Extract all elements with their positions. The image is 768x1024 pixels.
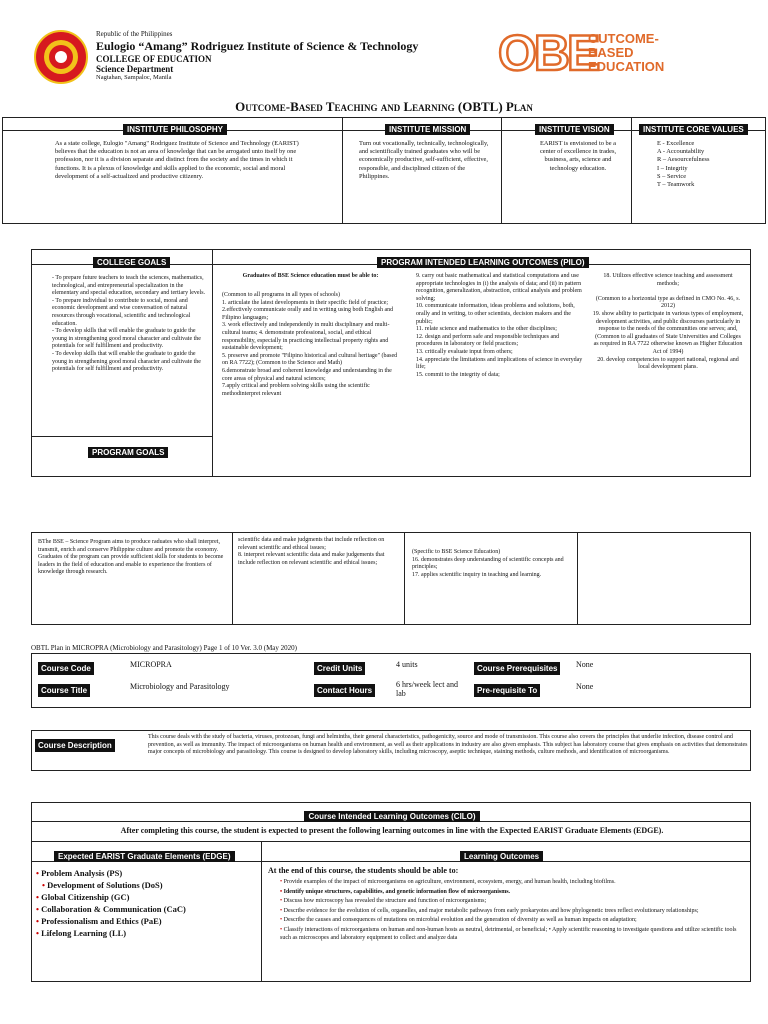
prerequisite-to-value: None: [576, 682, 594, 691]
edge-list: [36, 867, 256, 939]
edge-item: • Problem Analysis (PS): [36, 868, 123, 878]
course-code-label: Course Code: [38, 662, 94, 675]
college-goals-header: COLLEGE GOALS: [93, 257, 170, 268]
core-values-list: [657, 140, 757, 189]
college-goals-text: - To prepare future teachers to teach the sciences, mathematics, technological, and entrepreneurial specialization in the elementary and special education, secondary and tertiary levels. - To prepare individual to contribute to social, moral and economic development and wise conversation of natural resources through vocational, scientific and technological education. - To develop skills that will enable the graduate to guide the young in strengthening good moral character and cultivate the potentials for self fulfillment and productivity. - To develop skills that will enable the graduate to guide the young in strengthening good moral character and cultivate the potentials for self fulfillment and productivity.: [52, 275, 206, 373]
prerequisites-label: Course Prerequisites: [474, 662, 560, 675]
contact-hours-label: Contact Hours: [314, 684, 375, 697]
core-value: I – Integrity: [657, 164, 688, 172]
course-description-label: Course Description: [35, 739, 115, 752]
edge-item: • Development of Solutions (DoS): [42, 880, 163, 890]
program-goals-header: PROGRAM GOALS: [88, 447, 168, 458]
pilo-col3: 18. Utilizes effective science teaching and assessment methods; (Common to a horizontal type as defined in CMO No. 46, s. 2012) 19. show ability to participate in various types of employment, development activities, and public discourses particularly in response to the needs of the communities one serves; and, (Common to all graduates of State Universities and Colleges as required in RA 7722 otherwise known as Higher Education Act of 1994) 20. develop competencies to support national, regional and local development plans.: [592, 273, 744, 371]
obe-line2: BASED: [588, 45, 634, 60]
cilo-intro: After completing this course, the student is expected to present the following learning outcomes in line with the Expected EARIST Graduate Elements (EDGE).: [120, 826, 664, 835]
program-goals-text: BThe BSE – Science Program aims to produce raduates who shall interpret, transmit, enrich and conserve Philippine culture and promote the economy. Graduates of the program can provide sufficient skills for students to become leaders in the field of education and enable to experience the frontiers of knowledge through research.: [38, 539, 224, 576]
learning-outcomes-list: [280, 879, 746, 942]
edge-item: • Professionalism and Ethics (PaE): [36, 916, 162, 926]
institute-section: [2, 117, 766, 224]
institute-philosophy: As a state college, Eulogio "Amang" Rodriguez Institute of Science and Technology (EARIST) believes that the education is not an area of knowledge that can be arrogated unto itself by one profession, nor it is a division separate and distinct from the society and the times in which it functions. It is a plexus of knowledge and skills applied to the economic, social and moral development of a self-actualized and productive citizenry.: [55, 140, 299, 180]
cilo-header: Course Intended Learning Outcomes (CILO): [304, 811, 479, 822]
institute-mission-header: INSTITUTE MISSION: [385, 124, 470, 135]
lo-intro: At the end of this course, the students should be able to:: [268, 866, 459, 875]
obe-logo: [498, 25, 698, 82]
institute-vision: EARIST is envisioned to be a center of excellence in trades, business, arts, science and technology education.: [539, 140, 617, 172]
pilo-header: PROGRAM INTENDED LEARNING OUTCOMES (PILO): [377, 257, 589, 268]
course-title-value: Microbiology and Parasitology: [130, 682, 230, 691]
course-code-value: MICROPRA: [130, 660, 172, 669]
credit-units-label: Credit Units: [314, 662, 365, 675]
edge-item: • Collaboration & Communication (CaC): [36, 904, 186, 914]
learning-outcome: • Discuss how microscopy has revealed the structure and function of microorganisms;: [280, 898, 487, 905]
pilo-col1: (Common to all programs in all types of schools) 1. articulate the latest developments in their specific field of practice; 2.effectively communicate orally and in writing using both English and Filipino languages; 3. work effectively and independently in multi disciplinary and multi-cultural teams; 4. demonstrate professional, social, and ethical responsibility, especially in practicing intellectual property rights and sustainable development; 5. preserve and promote "Filipino historical and cultural heritage" (based on RA 7722); (Common to the Science and Math) 6.demonstrate broad and coherent knowledge and understanding in the core areas of physical and natural sciences; 7.apply critical and problem solving skills using the scientific methodinterpret relevant: [222, 292, 398, 397]
edge-header: Expected EARIST Graduate Elements (EDGE): [54, 851, 235, 862]
pilo-col1-head: Graduates of BSE Science education must be able to:: [242, 273, 379, 279]
cilo-section: [31, 802, 751, 982]
edge-item: • Lifelong Learning (LL): [36, 928, 127, 938]
learning-outcome: • Describe the causes and consequences of mutations on microbial evolution and the generation of diversity as well as human impacts on adaptation;: [280, 917, 637, 924]
core-value: T – Teamwork: [657, 181, 695, 189]
pilo-continued-col1: scientific data and make judgments that include reflection on relevant scientific and ethical issues; 8. interpret relevant scientific data and make judgements that include reflection on relevant scientific and ethical issues;: [238, 537, 385, 566]
obe-line3: EDUCATION: [588, 59, 665, 74]
learning-outcome: • Describe evidence for the evolution of cells, organelles, and major metabolic pathways from early prokaryotes and how phylogenetic trees reflect evolutionary relationships;: [280, 907, 699, 914]
core-value: E - Excellence: [657, 140, 695, 147]
college-name: COLLEGE OF EDUCATION: [96, 54, 212, 64]
department-name: Science Department: [96, 64, 174, 74]
program-section: [31, 532, 751, 625]
page-footer: OBTL Plan in MICROPRA (Microbiology and Parasitology) Page 1 of 10 Ver. 3.0 (May 2020): [31, 644, 297, 652]
prerequisite-to-label: Pre-requisite To: [474, 684, 540, 697]
obe-mark: OBE: [498, 25, 598, 81]
learning-outcomes-header: Learning Outcomes: [460, 851, 543, 862]
course-description-text: This course deals with the study of bacteria, viruses, protozoan, fungi and helminths, their general characteristics, pathogenicity, source and mode of transmission. This course also covers the principles that underlie infection, disease control and prevention, as well as immunity. The impact of microorganisms on human health and environment, as well as their applications in industry are also given emphasis. This subject has laboratory course that gives emphasis on activities that demonstrates major concepts of microbiology and parasitology. This course is designed to develop laboratory skills, including microscopy, aseptic technique, staining methods, culture methods, and identification of microorganisms.: [148, 734, 748, 756]
learning-outcome: • Provide examples of the impact of microorganisms on agriculture, environment, ecosystem, energy, and human health, including biofilms.: [280, 879, 616, 885]
institute-mission: Turn out vocationally, technically, technologically, and scientifically trained graduates who will be economically productive, self-sufficient, effective, responsible, and disciplined citizen of the Philippines.: [359, 140, 489, 180]
institute-vision-header: INSTITUTE VISION: [535, 124, 614, 135]
learning-outcome: • Classify interactions of microorganisms on human and non-human hosts as neutral, detrimental, or beneficial; • Apply scientific reasoning to investigate questions and utilize scientific tools such as microscopes and laboratory equipment to collect and analyze data: [280, 926, 737, 941]
address-text: Nagtahan, Sampaloc, Manila: [96, 74, 172, 81]
course-info-section: [31, 653, 751, 708]
pilo-col2: 9. carry out basic mathematical and statistical computations and use appropriate technologies in (i) the analysis of data; and (ii) in pattern recognition, generalization, abstraction, critical analysis and problem solving; 10. communicate information, ideas problems and solutions, both, orally and in writing, to other scientists, decision makers and the public; 11. relate science and mathematics to the other disciplines; 12. design and perform safe and responsible techniques and procedures in laboratory or field practices; 13. critically evaluate input from others; 14. appreciate the limitations and implications of science in everyday life; 15. commit to the integrity of data;: [416, 273, 583, 378]
credit-units-value: 4 units: [396, 660, 418, 669]
institute-philosophy-header: INSTITUTE PHILOSOPHY: [123, 124, 227, 135]
institute-seal: [34, 30, 88, 84]
institute-values-header: INSTITUTE CORE VALUES: [639, 124, 748, 135]
page-title: Outcome-Based Teaching and Learning (OBTL) Plan: [235, 99, 533, 114]
learning-outcome: • Identify unique structures, capabilities, and genetic information flow of microorganisms.: [280, 888, 511, 895]
goals-section: [31, 249, 751, 477]
institute-name: Eulogio “Amang” Rodriguez Institute of Science & Technology: [96, 39, 419, 53]
core-value: R – Aesourcefulness: [657, 156, 710, 164]
edge-item: • Global Citizenship (GC): [36, 892, 130, 902]
course-title-label: Course Title: [38, 684, 90, 697]
republic-text: Republic of the Philippines: [96, 30, 173, 38]
course-description-section: [31, 730, 751, 771]
obe-line1: OUTCOME-: [588, 31, 659, 46]
core-value: S – Service: [657, 172, 687, 180]
prerequisites-value: None: [576, 660, 594, 669]
core-value: A - Accountability: [657, 148, 705, 156]
contact-hours-value: 6 hrs/week lect and lab: [396, 680, 458, 698]
pilo-continued-col2: (Specific to BSE Science Education) 16. demonstrates deep understanding of scientific concepts and principles; 17. applies scientific inquiry in teaching and learning.: [412, 549, 564, 578]
